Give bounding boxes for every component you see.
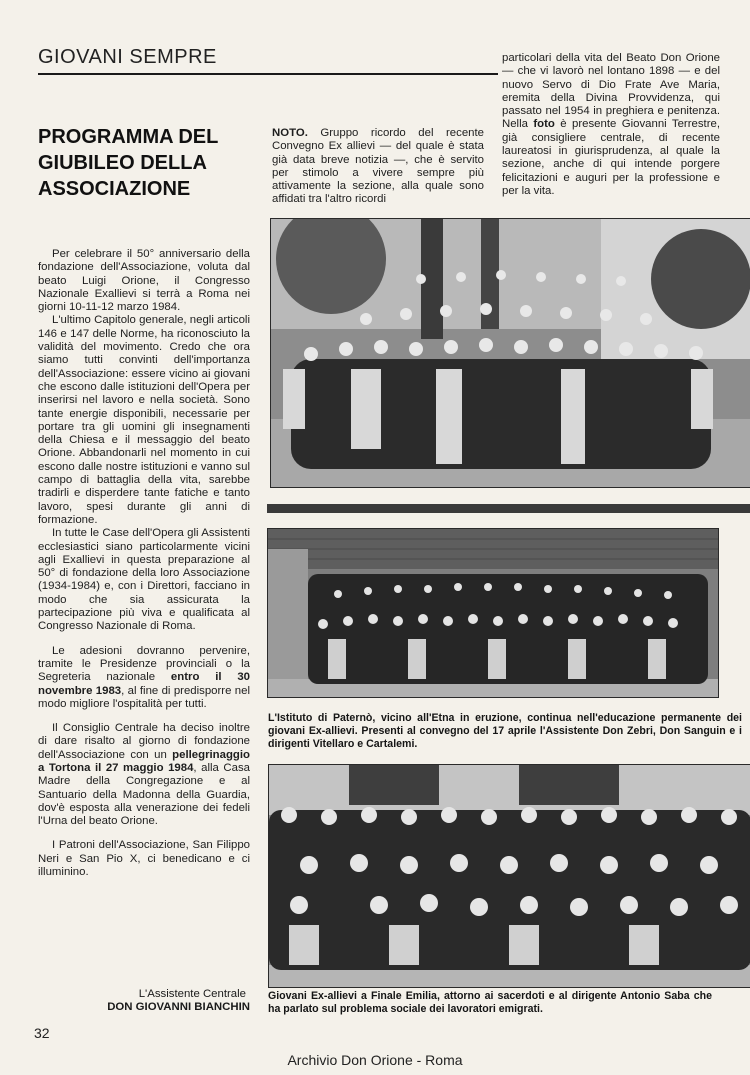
- caption-finale-emilia: Giovani Ex-allievi a Finale Emilia, attorno ai sacerdoti e al dirigente Antonio Saba che ha parlato sul problema sociale dei lavoratori emigrati.: [268, 990, 712, 1015]
- note-continuation-paragraph: particolari della vita del Beato Don Orione — che vi lavorò nel lontano 1898 — e del nuovo Servo di Dio Frate Ave Maria, eremita della Divina Provvidenza, qui passato nel 1954 in preghiera e penitenza. Nella foto è presente Giovanni Terrestre, già consigliere centrale, di recente laureatosi in giurisprudenza, al quale la sezione, anche di qui intende porgere felicitazioni e auguri per la professione e per la vita.: [502, 52, 720, 197]
- note-paragraph: NOTO. Gruppo ricordo del recente Convegno Ex allievi — del quale è stata già data breve notizia —, che è servito per stimolo a vivere sempre più attivamente la sezione, alla quale sono affidati tra l'altro ricordi: [272, 127, 484, 206]
- section-rule: [38, 73, 498, 75]
- section-divider-band: [267, 504, 750, 513]
- signature-role: L'Assistente Centrale: [138, 988, 246, 1000]
- signature-name: DON GIOVANNI BIANCHIN: [107, 1001, 250, 1014]
- page-number: 32: [34, 1025, 50, 1041]
- paragraph-1: Per celebrare il 50° anniversario della fondazione dell'Associazione, voluta dal beato Luigi Orione, il Congresso Nazionale Exallievi si terrà a Roma nei giorni 10-11-12 marzo 1984.: [38, 248, 250, 314]
- signature: [38, 988, 250, 1015]
- caption-paterno: L'Istituto di Paternò, vicino all'Etna in eruzione, continua nell'educazione permanente dei giovani Ex-allievi. Presenti al convegno del 17 aprile l'Assistente Don Zebri, Don Sanguin e i dirigenti Vitellaro e Cartalemi.: [268, 712, 742, 750]
- paragraph-5: Il Consiglio Centrale ha deciso inoltre di dare risalto al giorno di fondazione dell'Associazione con un pellegrinaggio a Tortona il 27 maggio 1984, alla Casa Madre della Congregazione e al Santuario della Madonna della Guardia, dov'è esposta alla venerazione dei fedeli l'Urna del beato Orione.: [38, 722, 250, 828]
- article-headline: PROGRAMMA DEL GIUBILEO DELLA ASSOCIAZIONE: [38, 126, 218, 200]
- section-title: GIOVANI SEMPRE: [38, 46, 217, 68]
- article-column-1: [38, 248, 250, 879]
- note-column: [272, 127, 484, 207]
- group-photo-finale-emilia: [268, 764, 750, 988]
- paragraph-2: L'ultimo Capitolo generale, negli articoli 146 e 147 delle Norme, ha riconosciuto la validità del movimento. Credo che ora siamo tutti convinti dell'importanza dell'Associazione: essere vicino ai giovani che escono dalle istituzioni dell'Opera per inserirsi nel lavoro e nella società. Sono tante energie disponibili, necessarie per portare tra gli uomini gli insegnamenti della Chiesa e il messaggio del beato Orione. Abbandonarli nel momento in cui escono dalle nostre istituzioni e vanno sul campo di battaglia della vita, sarebbe tradirli e disperdere tante fatiche e tanto lavoro, spesi durante gli anni di formazione.: [38, 314, 250, 526]
- note-continuation: [502, 52, 720, 198]
- archive-credit: Archivio Don Orione - Roma: [287, 1052, 463, 1068]
- group-photo-paterno: [267, 528, 719, 698]
- group-photo-convegno: [270, 218, 750, 488]
- paragraph-3: In tutte le Case dell'Opera gli Assistenti ecclesiastici siano particolarmente vicini agli Exallievi in questa preparazione al 50° di fondazione della loro Associazione (1934-1984) e, con i Direttori, facciano in modo che sia assicurata la partecipazione più viva e qualificata al Congresso Nazionale di Roma.: [38, 527, 250, 633]
- paragraph-6: I Patroni dell'Associazione, San Filippo Neri e San Pio X, ci benedicano e ci illuminino.: [38, 839, 250, 879]
- paragraph-4: Le adesioni dovranno pervenire, tramite le Presidenze provinciali o la Segreteria nazionale entro il 30 novembre 1983, al fine di predisporre nel modo migliore l'ospitalità per tutti.: [38, 644, 250, 710]
